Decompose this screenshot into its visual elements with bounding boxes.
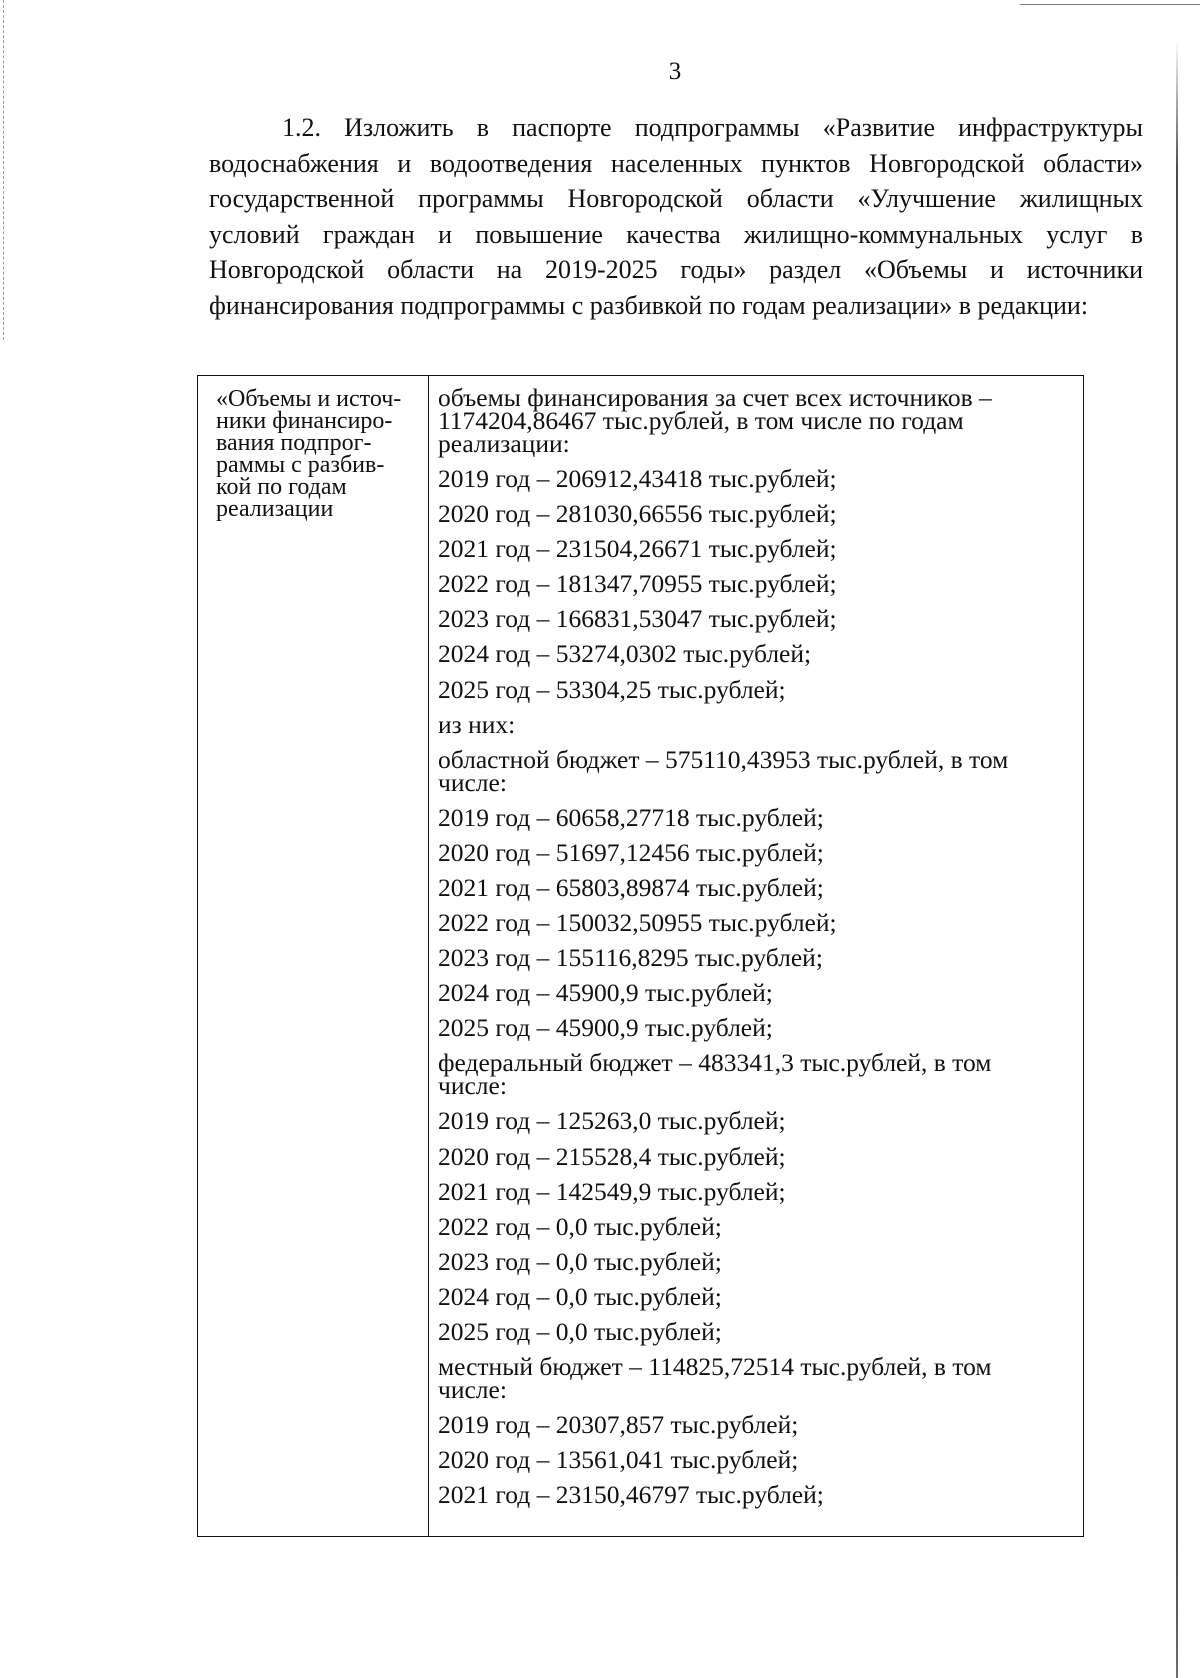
total-year-entry: 2024 год – 53274,0302 тыс.рублей; xyxy=(438,639,812,669)
intro-paragraph xyxy=(209,110,1143,324)
scan-edge-right xyxy=(1176,40,1178,1678)
federal-year-entry: 2025 год – 0,0 тыс.рублей; xyxy=(438,1316,722,1346)
scan-edge-left xyxy=(3,0,5,340)
federal-year-entry: 2022 год – 0,0 тыс.рублей; xyxy=(438,1211,722,1241)
total-heading-line: 1174204,86467 тыс.рублей, в том числе по годам xyxy=(438,406,964,435)
local-budget-heading xyxy=(438,1349,1077,1407)
of-them-label: из них: xyxy=(438,709,516,739)
page-number: 3 xyxy=(668,58,682,85)
regional-year-entry: 2019 год – 60658,27718 тыс.рублей; xyxy=(438,802,824,832)
federal-year-entry: 2023 год – 0,0 тыс.рублей; xyxy=(438,1246,722,1276)
local-year-entry: 2021 год – 23150,46797 тыс.рублей; xyxy=(438,1480,824,1510)
total-year-entry: 2021 год – 231504,26671 тыс.рублей; xyxy=(438,534,837,564)
total-year-entry: 2023 год – 166831,53047 тыс.рублей; xyxy=(438,604,837,634)
local-heading-line: местный бюджет – 114825,72514 тыс.рублей, в том xyxy=(438,1352,992,1382)
total-year-entry: 2019 год – 206912,43418 тыс.рублей; xyxy=(438,464,837,493)
regional-year-entry: 2021 год – 65803,89874 тыс.рублей; xyxy=(438,872,824,902)
left-cell-line: вания подпрог- xyxy=(216,430,372,456)
regional-budget-heading xyxy=(438,742,1077,800)
total-heading-line: объемы финансирования за счет всех источников – xyxy=(438,383,992,412)
left-cell-line: раммы с разбив- xyxy=(216,452,385,478)
federal-year-entry: 2019 год – 125263,0 тыс.рублей; xyxy=(438,1106,786,1136)
local-heading-line: числе: xyxy=(438,1375,507,1405)
table-right-cell xyxy=(429,376,1083,1536)
federal-year-entry: 2024 год – 0,0 тыс.рублей; xyxy=(438,1281,722,1311)
scan-edge-top-right xyxy=(1020,4,1200,5)
federal-heading-line: числе: xyxy=(438,1071,507,1101)
left-cell-line: реализации xyxy=(216,496,334,522)
federal-year-entry: 2021 год – 142549,9 тыс.рублей; xyxy=(438,1176,786,1206)
total-year-entry: 2022 год – 181347,70955 тыс.рублей; xyxy=(438,569,837,599)
total-year-entry: 2025 год – 53304,25 тыс.рублей; xyxy=(438,674,786,704)
regional-year-entry: 2025 год – 45900,9 тыс.рублей; xyxy=(438,1013,773,1043)
left-cell-line: кой по годам xyxy=(216,474,347,500)
passport-table xyxy=(197,375,1084,1537)
regional-year-entry: 2023 год – 155116,8295 тыс.рублей; xyxy=(438,943,823,973)
federal-budget-heading xyxy=(438,1045,1077,1103)
total-financing-heading xyxy=(438,383,1077,461)
total-year-entry: 2020 год – 281030,66556 тыс.рублей; xyxy=(438,499,837,529)
regional-year-entry: 2024 год – 45900,9 тыс.рублей; xyxy=(438,978,773,1008)
regional-heading-line: числе: xyxy=(438,767,507,797)
federal-heading-line: федеральный бюджет – 483341,3 тыс.рублей, в том xyxy=(438,1048,992,1078)
local-year-entry: 2020 год – 13561,041 тыс.рублей; xyxy=(438,1445,799,1475)
left-cell-line: «Объемы и источ- xyxy=(216,386,402,412)
federal-year-entry: 2020 год – 215528,4 тыс.рублей; xyxy=(438,1141,786,1171)
total-heading-line: реализации: xyxy=(438,429,570,458)
left-cell-line: ники финансиро- xyxy=(216,408,393,434)
regional-year-entry: 2020 год – 51697,12456 тыс.рублей; xyxy=(438,837,824,867)
intro-text: 1.2. Изложить в паспорте подпрограммы «Развитие инфраструктуры водоснабжения и водоотведения населенных пунктов Новгородской области» государственной программы Новгородской области «Улучшение жилищных условий граждан и повышение качества жилищно-коммунальных услуг в Новгородской области на 2019-2025 годы» раздел «Объемы и источники финансирования подпрограммы с разбивкой по годам реализации» в редакции: xyxy=(209,113,1143,320)
local-year-entry: 2019 год – 20307,857 тыс.рублей; xyxy=(438,1410,799,1440)
regional-year-entry: 2022 год – 150032,50955 тыс.рублей; xyxy=(438,908,837,938)
table-left-cell xyxy=(198,376,429,1536)
regional-heading-line: областной бюджет – 575110,43953 тыс.рублей, в том xyxy=(438,744,1009,774)
